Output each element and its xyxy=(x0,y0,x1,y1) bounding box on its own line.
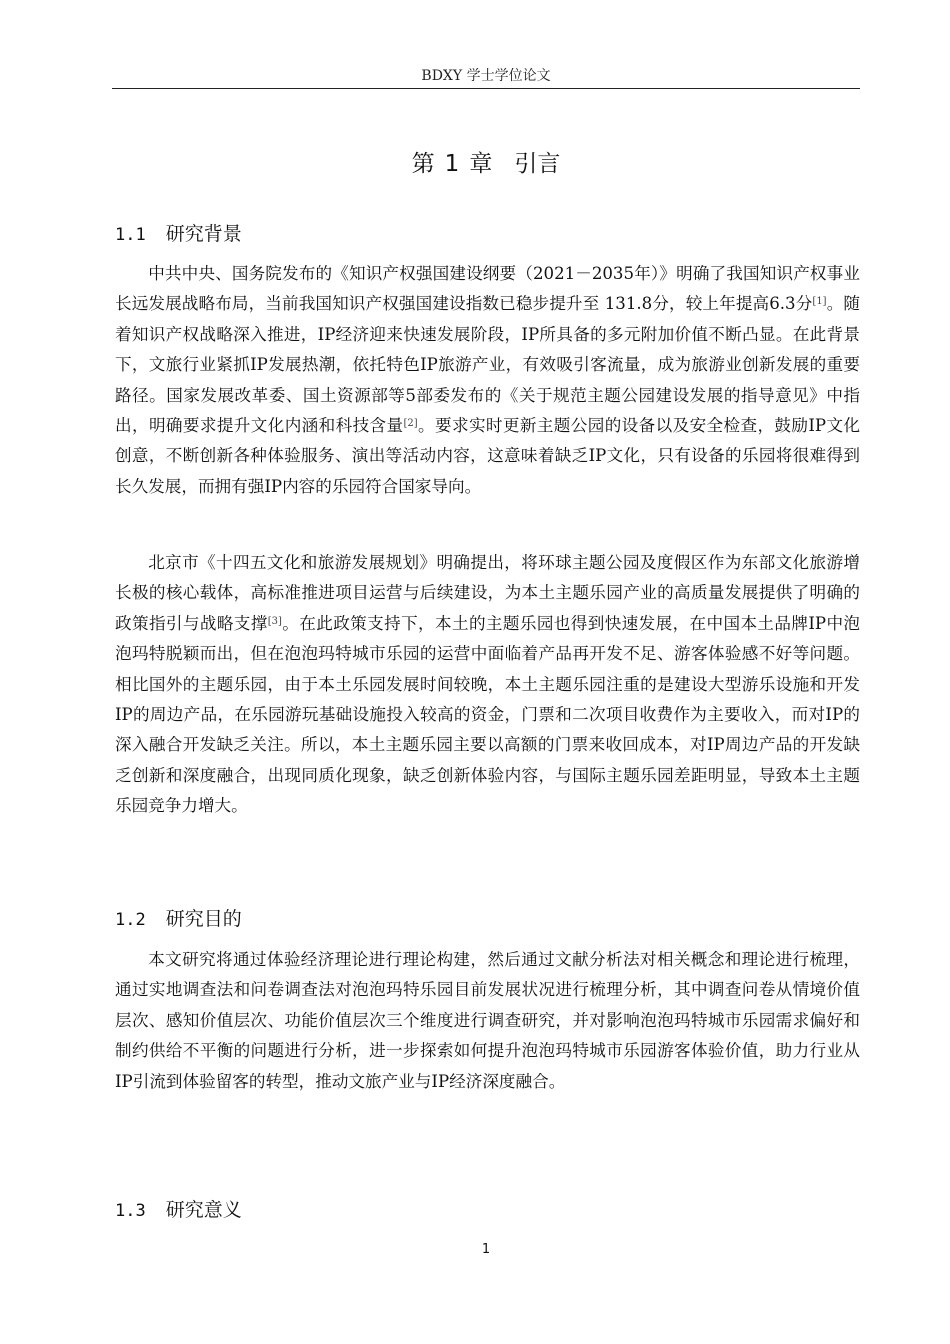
chapter-label-suffix: 章 xyxy=(469,151,493,177)
section-number: 1.1 xyxy=(115,225,146,245)
paragraph-background-2 xyxy=(115,548,860,822)
paragraph-text: 。要求实时更新主题公园的设备以及安全检查，鼓励IP文化创意，不断创新各种体验服务、演出等活动内容，这意味着缺乏IP文化，只有设备的乐园将很难得到长久发展，而拥有强IP内容的乐园符合国家导向。 xyxy=(115,416,861,496)
paragraph-background-1 xyxy=(115,259,860,502)
running-header-text: BDXY 学士学位论文 xyxy=(421,68,551,84)
chapter-title-text: 引言 xyxy=(514,151,561,177)
chapter-number: 1 xyxy=(444,151,460,177)
paragraph-text: 本文研究将通过体验经济理论进行理论构建，然后通过文献分析法对相关概念和理论进行梳理，通过实地调查法和问卷调查法对泡泡玛特乐园目前发展状况进行梳理分析，其中调查问卷从情境价值层次、感知价值层次、功能价值层次三个维度进行调查研究，并对影响泡泡玛特城市乐园需求偏好和制约供给不平衡的问题进行分析，进一步探索如何提升泡泡玛特城市乐园游客体验价值，助力行业从IP引流到体验留客的转型，推动文旅产业与IP经济深度融合。 xyxy=(115,950,860,1091)
paragraph-text: 。随着知识产权战略深入推进，IP经济迎来快速发展阶段，IP所具备的多元附加价值不断凸显。在此背景下，文旅行业紧抓IP发展热潮，依托特色IP旅游产业，有效吸引客流量，成为旅游业创新发展的重要路径。国家发展改革委、国土资源部等5部委发布的《关于规范主题公园建设发展的指导意见》中指出，明确要求提升文化内涵和科技含量 xyxy=(115,294,860,436)
chapter-label-prefix: 第 xyxy=(411,151,435,177)
section-heading-1-3 xyxy=(115,1195,242,1226)
section-title: 研究背景 xyxy=(165,223,242,245)
citation-marker: [3] xyxy=(267,615,282,627)
paragraph-purpose xyxy=(115,945,860,1097)
chapter-title xyxy=(112,144,860,184)
header-rule xyxy=(112,88,860,89)
section-title: 研究目的 xyxy=(165,908,242,930)
page-number: 1 xyxy=(481,1242,491,1257)
section-heading-1-2 xyxy=(115,904,242,935)
section-heading-1-1 xyxy=(115,219,242,250)
section-number: 1.2 xyxy=(115,910,146,930)
citation-marker: [2] xyxy=(403,418,418,430)
citation-marker: [1] xyxy=(812,296,827,308)
paragraph-text: 中共中央、国务院发布的《知识产权强国建设纲要（2021－2035年）》明确了我国知识产权事业长远发展战略布局，当前我国知识产权强国建设指数已稳步提升至 131.8分，较上年提高6.3分 xyxy=(115,264,860,314)
paragraph-text: 北京市《十四五文化和旅游发展规划》明确提出，将环球主题公园及度假区作为东部文化旅游增长极的核心载体，高标准推进项目运营与后续建设，为本土主题乐园产业的高质量发展提供了明确的政策指引与战略支撑 xyxy=(115,553,860,633)
section-number: 1.3 xyxy=(115,1201,146,1221)
paragraph-text: 。在此政策支持下，本土的主题乐园也得到快速发展，在中国本土品牌IP中泡泡玛特脱颖而出，但在泡泡玛特城市乐园的运营中面临着产品再开发不足、游客体验感不好等问题。相比国外的主题乐园，由于本土乐园发展时间较晚，本土主题乐园注重的是建设大型游乐设施和开发IP的周边产品，在乐园游玩基础设施投入较高的资金，门票和二次项目收费作为主要收入，而对IP的深入融合开发缺乏关注。所以，本土主题乐园主要以高额的门票来收回成本，对IP周边产品的开发缺乏创新和深度融合，出现同质化现象，缺乏创新体验内容，与国际主题乐园差距明显，导致本土主题乐园竞争力增大。 xyxy=(115,613,861,816)
running-header xyxy=(112,64,860,88)
section-title: 研究意义 xyxy=(165,1199,242,1221)
